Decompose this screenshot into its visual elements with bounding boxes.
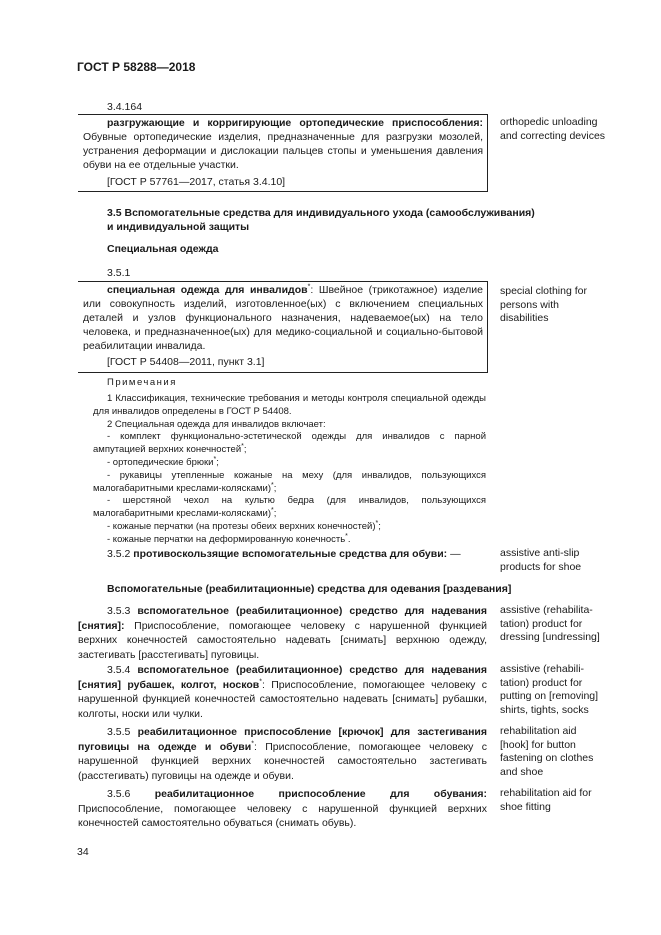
term-dash: — [447,548,461,560]
punct: ; [273,508,277,520]
english-line: shoe fitting [500,800,551,813]
footnote-star: * [271,507,274,515]
english-line: dressing [undressing] [500,631,600,643]
english-line: assistive anti-slip [500,547,580,559]
term-title: вспомогательное (реабилитационное) средство для надевания [снятия] рубашек, колгот, носков [78,664,487,691]
note-item [93,534,486,547]
punct: ; [243,444,247,456]
term-title: реабилитационное приспособление для обувания: [154,788,487,800]
english-line: tation) product for [500,617,583,630]
english-line: [hook] for button [500,738,576,751]
term-title: разгружающие и корригирующие ортопедические приспособления: [107,117,483,129]
term-title: противоскользящие вспомогательные средства для обуви: [133,548,448,560]
english-line: rehabilitation aid [500,725,577,737]
footnote-star: * [271,481,274,489]
term-title: реабилитационное приспособление [крючок] для застегивания пуговицы на одежде и обуви [78,726,487,753]
term-paragraph [78,787,487,831]
term-english [500,547,620,574]
term-title: специальная одежда для инвалидов [107,284,308,296]
term-english [500,663,620,717]
term-number: 3.5.4 [107,664,131,676]
term-title: вспомогательное (реабилитационное) средство для надевания [снятия]: [78,605,487,632]
note-item-text: - рукавицы утепленные кожаные на меху (для инвалидов, пользующихся малогабаритными креслами-колясками) [93,469,486,494]
note-item [93,521,486,534]
term-definition-block [83,283,483,353]
term-reference: [ГОСТ Р 54408—2011, пункт 3.1] [107,356,265,368]
english-line: assistive (rehabilita- [500,604,593,616]
footnote-star: * [259,678,262,685]
term-english [500,285,620,326]
footnote-star: * [345,532,348,540]
term-definition: : Швейное (трикотажное) изделие или совокупность изделий, изготовленное(ых) с включением специальных деталей и узлов функционального назначения, надеваемое(ых) на тело человека, и предназначенное(ых) для медико-социальной и социально-бытовой реабилитации инвалида. [83,284,483,352]
term-number: 3.5.1 [107,267,131,279]
term-definition-block [83,116,483,172]
english-line: and shoe [500,765,544,778]
page-number: 34 [77,846,89,858]
section-title: 3.5 Вспомогательные средства для индивидуального ухода (самообслуживания) [107,207,535,219]
subsection-heading: Вспомогательные (реабилитационные) средства для одевания [раздевания] [107,583,512,595]
note-item [93,457,486,470]
punct: ; [378,520,381,532]
english-line: tation) product for [500,676,583,689]
english-line: and correcting devices [500,129,606,142]
note-item-text: - шерстяной чехол на культю бедра (для инвалидов, пользующихся малогабаритными креслами-колясками) [93,495,486,520]
note-2: 2 Специальная одежда для инвалидов включает: [107,418,326,430]
english-line: fastening on clothes [500,752,594,764]
term-definition: Приспособление, помогающее человеку с нарушенной функцией верхних конечностей самостоятельно надевать [снимать] верхнюю одежду, застегивать [расстегивать] пуговицы. [78,619,487,661]
footnote-star: * [307,283,311,291]
punct: ; [216,456,219,468]
term-number: 3.4.164 [107,101,143,113]
english-line: rehabilitation aid for [500,787,592,799]
document-header: ГОСТ Р 58288—2018 [77,60,196,74]
english-line: special clothing for [500,285,587,297]
english-line: assistive (rehabili- [500,663,585,675]
english-line: products for shoe [500,560,582,573]
note-item-text: - кожаные перчатки (на протезы обеих верхних конечностей) [107,520,376,532]
note-item-text: - кожаные перчатки на деформированную конечность [107,533,346,545]
term-english [500,787,620,814]
subsection-heading: Специальная одежда [107,243,219,255]
term-paragraph [78,725,487,783]
punct: . [347,533,351,545]
term-number: 3.5.3 [107,605,131,617]
term-number: 3.5.2 [107,548,131,560]
notes-title: Примечания [107,377,177,388]
note-item [93,470,486,496]
term-definition: : Приспособление, помогающее человеку с нарушенной функцией конечностей самостоятельно надевать [снимать] рубашки, колготы, носки или чулки. [78,678,487,720]
note-1: 1 Классификация, технические требования и методы контроля специальной одежды для инвалидов определены в ГОСТ Р 54408. [93,393,486,417]
note-item-text: - комплект функционально-эстетической одежды для инвалидов с парной ампутацией верхних конечностей [93,431,486,456]
english-line: putting on [removing] [500,690,599,702]
note-item-text: - ортопедические брюки [107,456,214,468]
note-item [93,495,486,521]
english-line: orthopedic unloading [500,116,598,128]
footnote-star: * [213,455,217,463]
term-line [107,547,492,561]
term-number: 3.5.5 [107,726,131,738]
term-reference: [ГОСТ Р 57761—2017, статья 3.4.10] [107,176,286,188]
english-line: persons with [500,298,559,311]
footnote-star: * [241,443,244,451]
footnote-star: * [375,519,379,527]
notes-body [93,393,486,547]
english-line: disabilities [500,312,549,324]
term-paragraph [78,604,487,662]
section-title-cont: и индивидуальной защиты [107,221,250,233]
term-definition: Обувные ортопедические изделия, предназначенные для разгрузки мозолей, устранения деформации и дислокации пальцев стопы и уменьшения давления обуви на ее отдельные участки. [83,131,483,171]
punct: ; [273,482,277,494]
note-item [93,431,486,457]
term-number: 3.5.6 [107,788,131,800]
footnote-star: * [251,740,254,747]
term-english [500,604,620,645]
term-definition: Приспособление, помогающее человеку с нарушенной функцией верхних конечностей самостоятельно обуваться (снимать обувь). [78,802,487,829]
english-line: shirts, tights, socks [500,703,589,716]
term-paragraph [78,663,487,721]
term-definition: : Приспособление, помогающее человеку с нарушенной функцией верхних конечностей самостоятельно застегивать (расстегивать) пуговицы на одежде и обуви. [78,740,487,782]
term-english [500,116,620,143]
term-english [500,725,620,779]
